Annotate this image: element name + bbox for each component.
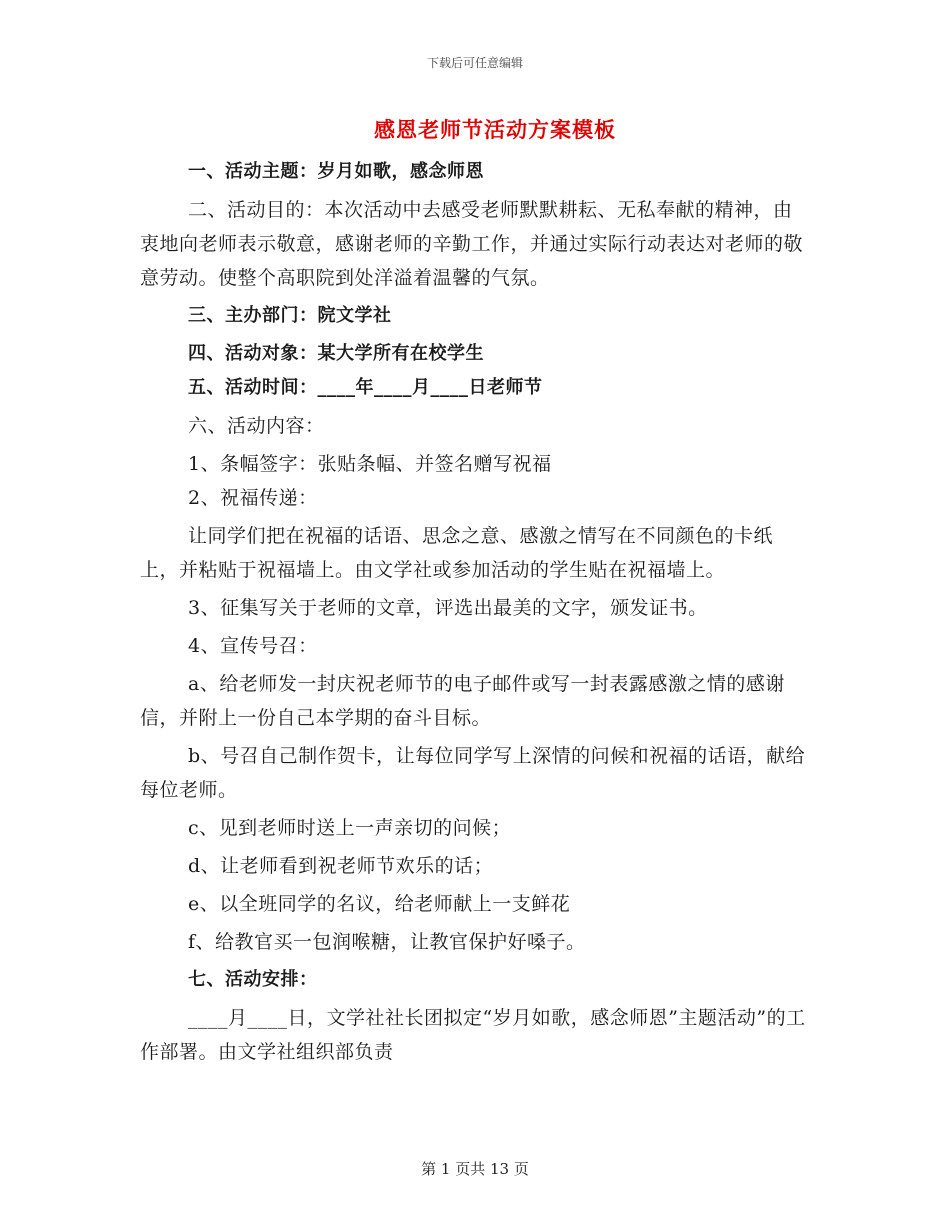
page-header: 下载后可任意编辑 — [426, 56, 523, 70]
content-item-4f: f、给教官买一包润喉糖，让教官保护好嗓子。 — [188, 931, 586, 953]
content-item-2-detail: 让同学们把在祝福的话语、思念之意、感激之情写在不同颜色的卡纸上，并粘贴于祝福墙上。由文学社或参加活动的学生贴在祝福墙上。 — [140, 525, 774, 581]
section-time: 五、活动时间：____年____月____日老师节 — [188, 377, 543, 398]
section-purpose: 二、活动目的：本次活动中去感受老师默默耕耘、无私奉献的精神，由衷地向老师表示敬意，感谢老师的辛勤工作，并通过实际行动表达对老师的敬意劳动。使整个高职院到处洋溢着温馨的气氛。 — [140, 199, 804, 289]
section-content: 六、活动内容： — [188, 415, 325, 437]
schedule-detail: ____月____日，文学社社长团拟定“岁月如歌，感念师恩”主题活动”的工作部署。由文学社组织部负责 — [140, 1007, 806, 1063]
document-title: 感恩老师节活动方案模板 — [374, 117, 616, 142]
content-item-2: 2、祝福传递： — [188, 487, 318, 509]
content-item-4c: c、见到老师时送上一声亲切的问候； — [188, 817, 512, 839]
section-theme: 一、活动主题：岁月如歌，感念师恩 — [188, 161, 484, 182]
section-organizer: 三、主办部门：院文学社 — [188, 305, 392, 326]
content-item-1: 1、条幅签字：张贴条幅、并签名赠写祝福 — [188, 453, 552, 475]
page-footer: 第 1 页共 13 页 — [421, 1160, 529, 1178]
section-schedule: 七、活动安排： — [188, 969, 318, 990]
content-item-4b: b、号召自己制作贺卡，让每位同学写上深情的问候和祝福的话语，献给每位老师。 — [140, 745, 806, 801]
content-item-4e: e、以全班同学的名议，给老师献上一支鲜花 — [188, 893, 571, 915]
content-item-3: 3、征集写关于老师的文章，评选出最美的文字，颁发证书。 — [188, 597, 708, 619]
section-audience: 四、活动对象：某大学所有在校学生 — [188, 343, 484, 364]
content-item-4d: d、让老师看到祝老师节欢乐的话； — [188, 855, 494, 877]
content-item-4: 4、宣传号召： — [188, 635, 318, 657]
document-body — [140, 155, 810, 1069]
content-item-4a: a、给老师发一封庆祝老师节的电子邮件或写一封表露感激之情的感谢信，并附上一份自己本学期的奋斗目标。 — [140, 673, 785, 729]
